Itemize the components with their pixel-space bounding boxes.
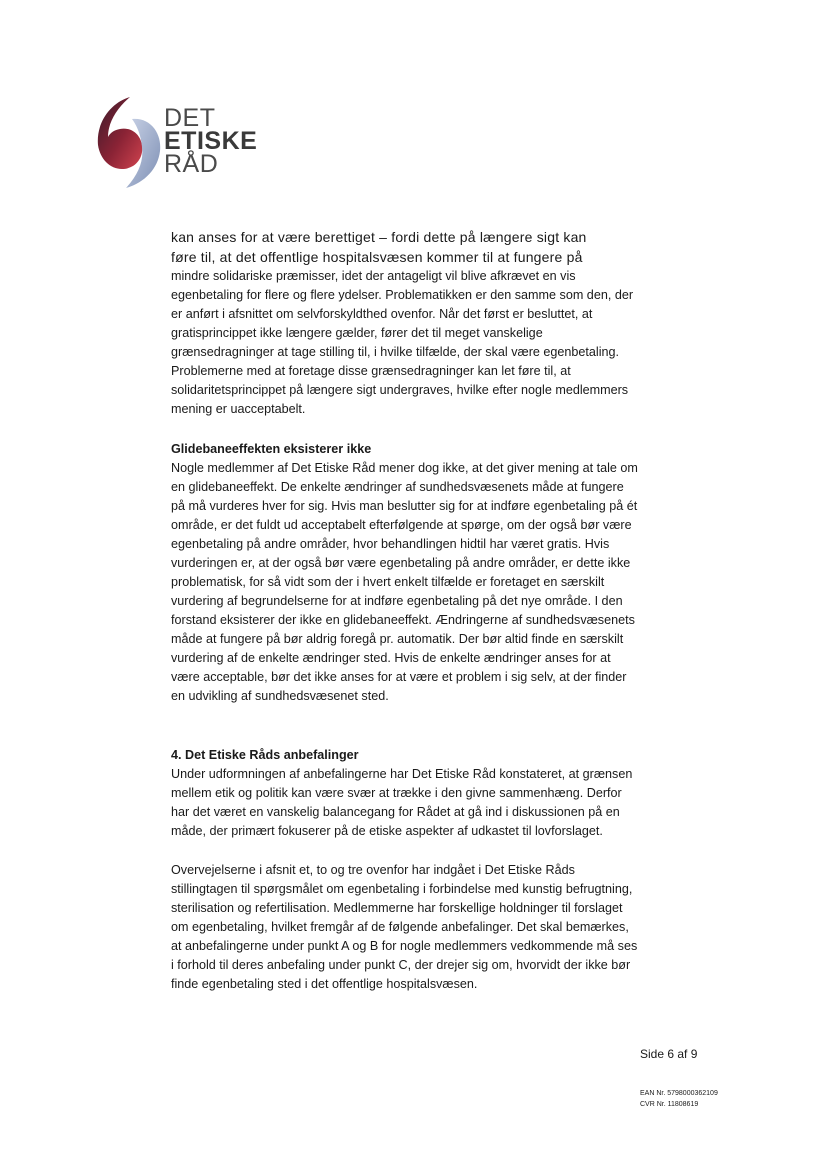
paragraph-1: mindre solidariske præmisser, idet der antageligt vil blive afkrævet en vis egenbetaling for flere og flere ydelser. Problematikken er den samme som den, der er anført i afsnittet om selvforskyldthed ovenfor. Når det først er besluttet, at gratisprincippet ikke længere gælder, fører det til meget vanskelige grænsedragninger at tage stilling til, i hvilke tilfælde, der skal være egenbetaling. Problemerne med at foretage disse grænsedragninger kan let føre til, at solidaritetsprincippet på længere sigt undergraves, hvilke efter nogle medlemmers mening er uacceptabelt. xyxy=(171,269,634,416)
document-body xyxy=(171,228,641,994)
registration-numbers xyxy=(640,1088,718,1110)
logo-word-etiske: ETISKE xyxy=(164,127,258,155)
paragraph-4: Overvejelserne i afsnit et, to og tre ovenfor har indgået i Det Etiske Råds stillingtagen til spørgsmålet om egenbetaling i forbindelse med kunstig befrugtning, sterilisation og refertilisation. Medlemmerne har forskellige holdninger til forslaget om egenbetaling, hvilket fremgår af de følgende anbefalinger. Det skal bemærkes, at anbefalingerne under punkt A og B for nogle medlemmers vedkommende må ses i forhold til deres anbefaling under punkt C, der drejer sig om, hvorvidt der ikke bør finde egenbetaling sted i det offentlige hospitalsvæsen. xyxy=(171,863,638,991)
section-heading-anbefalinger: 4. Det Etiske Råds anbefalinger xyxy=(171,748,359,762)
organization-logo xyxy=(92,95,267,190)
logo-word-det: DET xyxy=(164,104,216,132)
cvr-number: CVR Nr. 11808619 xyxy=(640,1101,699,1108)
lead-line-1: kan anses for at være berettiget – fordi dette på længere sigt kan xyxy=(171,229,587,245)
paragraph-3: Under udformningen af anbefalingerne har Det Etiske Råd konstateret, at grænsen mellem etik og politik kan være svær at trække i den givne sammenhæng. Derfor har det været en vanskelig balancegang for Rådet at gå ind i diskussionen på en måde, der primært fokuserer på de etiske aspekter af udkastet til lovforslaget. xyxy=(171,767,633,838)
page-number: Side 6 af 9 xyxy=(640,1047,698,1061)
ean-number: EAN Nr. 5798000362109 xyxy=(640,1090,718,1097)
lead-line-2: føre til, at det offentlige hospitalsvæsen kommer til at fungere på xyxy=(171,248,583,265)
logo-mark-icon xyxy=(92,95,164,190)
logo-word-raad: RÅD xyxy=(164,150,219,178)
paragraph-2: Nogle medlemmer af Det Etiske Råd mener dog ikke, at det giver mening at tale om en glidebaneeffekt. De enkelte ændringer af sundhedsvæsenets måde at fungere på må vurderes hver for sig. Hvis man beslutter sig for at indføre egenbetaling på ét område, er det fuldt ud acceptabelt efterfølgende at spørge, om der også bør være egenbetaling på andre områder, hvor behandlingen hidtil har været gratis. Hvis vurderingen er, at der også bør være egenbetaling på andre områder, er dette ikke problematisk, for så vidt som der i hvert enkelt tilfælde er foretaget en særskilt vurdering af begrundelserne for at indføre egenbetaling på det nye område. I den forstand eksisterer der ikke en glidebaneeffekt. Ændringerne af sundhedsvæsenets måde at fungere på bør aldrig foregå pr. automatik. Der bør altid finde en særskilt vurdering af de enkelte ændringer sted. Hvis de enkelte ændringer anses for at være acceptable, bør det ikke anses for at være et problem i sig selv, at der finder en udvikling af sundhedsvæsenet sted. xyxy=(171,461,638,703)
section-heading-glidebane: Glidebaneeffekten eksisterer ikke xyxy=(171,442,372,456)
